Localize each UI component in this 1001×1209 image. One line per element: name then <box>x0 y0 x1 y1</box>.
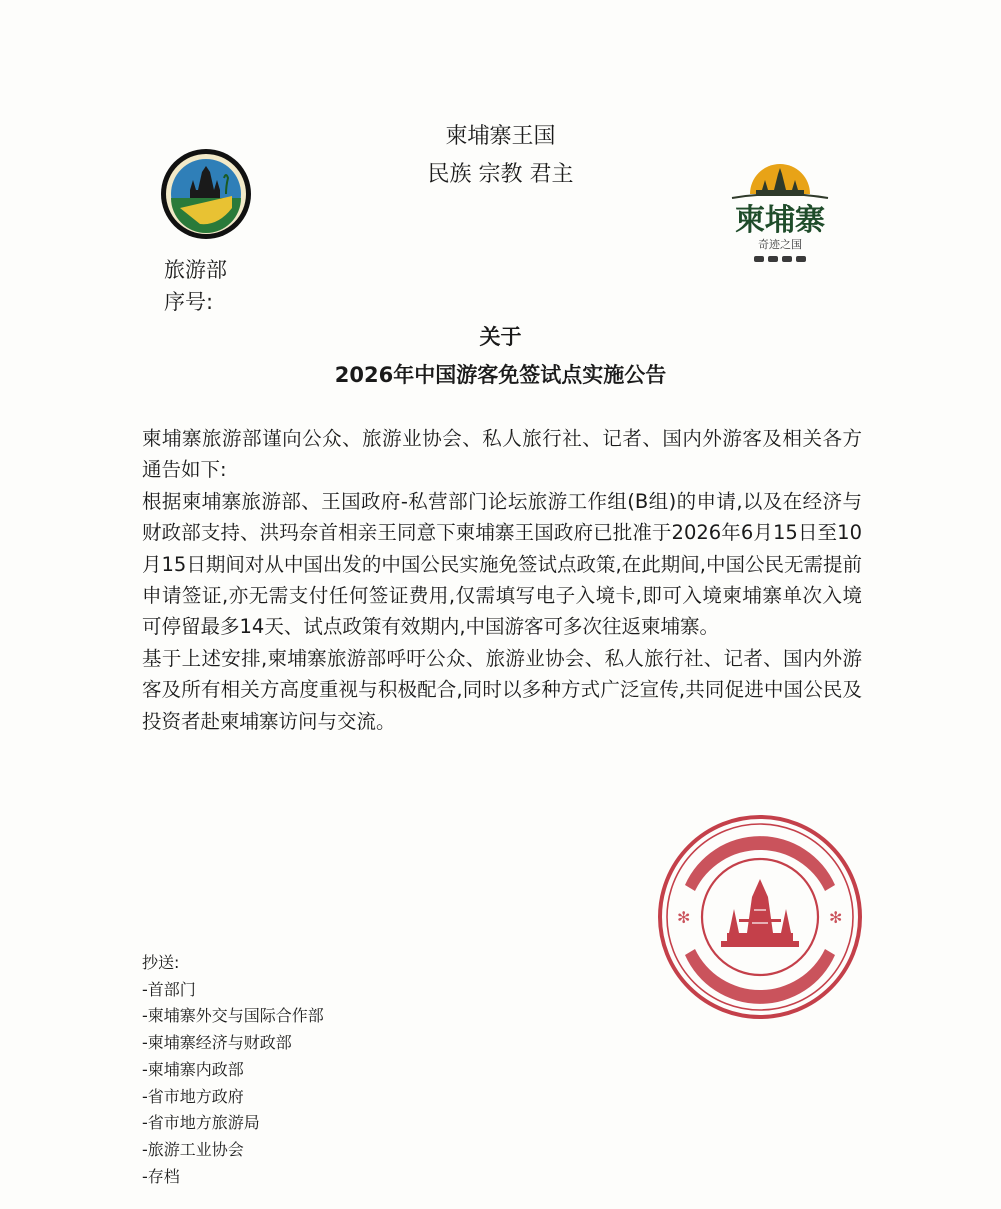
body-paragraph-2: 根据柬埔寨旅游部、王国政府-私营部门论坛旅游工作组(B组)的申请,以及在经济与财政部支持、洪玛奈首相亲王同意下柬埔寨王国政府已批准于2026年6月15日至10月15日期间对从中国出发的中国公民实施免签试点政策,在此期间,中国公民无需提前申请签证,亦无需支付任何签证费用,仅需填写电子入境卡,即可入境柬埔寨单次入境可停留最多14天、试点政策有效期内,中国游客可多次往返柬埔寨。 <box>142 489 862 639</box>
body-paragraph-3: 基于上述安排,柬埔寨旅游部呼吁公众、旅游业协会、私人旅行社、记者、国内外游客及所有相关方高度重视与积极配合,同时以多种方式广泛宣传,共同促进中国公民及投资者赴柬埔寨访问与交流。 <box>142 646 862 733</box>
department-name: 旅游部 <box>164 258 227 282</box>
cambodia-brand-logo <box>702 160 858 270</box>
angkor-wat-seal-icon <box>721 879 799 947</box>
national-motto: 民族 宗教 君主 <box>427 162 574 187</box>
official-seal-stamp <box>655 815 865 1020</box>
cc-distribution-list <box>142 950 324 1190</box>
document-body <box>142 423 862 737</box>
title-line-1: 关于 <box>479 325 522 349</box>
cc-item: -柬埔寨外交与国际合作部 <box>142 1006 324 1026</box>
cc-item: -省市地方旅游局 <box>142 1113 260 1133</box>
brand-khmer-script-icon <box>754 256 806 262</box>
body-paragraph-1: 柬埔寨旅游部谨向公众、旅游业协会、私人旅行社、记者、国内外游客及相关各方通告如下: <box>142 427 862 482</box>
cc-item: -首部门 <box>142 979 196 999</box>
department-block <box>164 254 227 318</box>
cc-item: -柬埔寨内政部 <box>142 1059 244 1079</box>
cc-label: 抄送: <box>142 953 180 972</box>
sun-temple-icon <box>732 164 828 198</box>
cc-item: -旅游工业协会 <box>142 1139 244 1159</box>
serial-number-label: 序号: <box>164 290 214 314</box>
brand-sub-text: 奇迹之国 <box>758 238 802 251</box>
cc-item: -省市地方政府 <box>142 1086 244 1106</box>
brand-main-text: 柬埔寨 <box>735 203 825 238</box>
document-title <box>0 318 1001 394</box>
title-line-2: 2026年中国游客免签试点实施公告 <box>334 363 667 387</box>
cc-item: -柬埔寨经济与财政部 <box>142 1033 292 1053</box>
cc-item: -存档 <box>142 1166 180 1186</box>
svg-text:✻: ✻ <box>677 908 691 927</box>
kingdom-name: 柬埔寨王国 <box>445 124 556 149</box>
svg-text:✻: ✻ <box>829 908 843 927</box>
